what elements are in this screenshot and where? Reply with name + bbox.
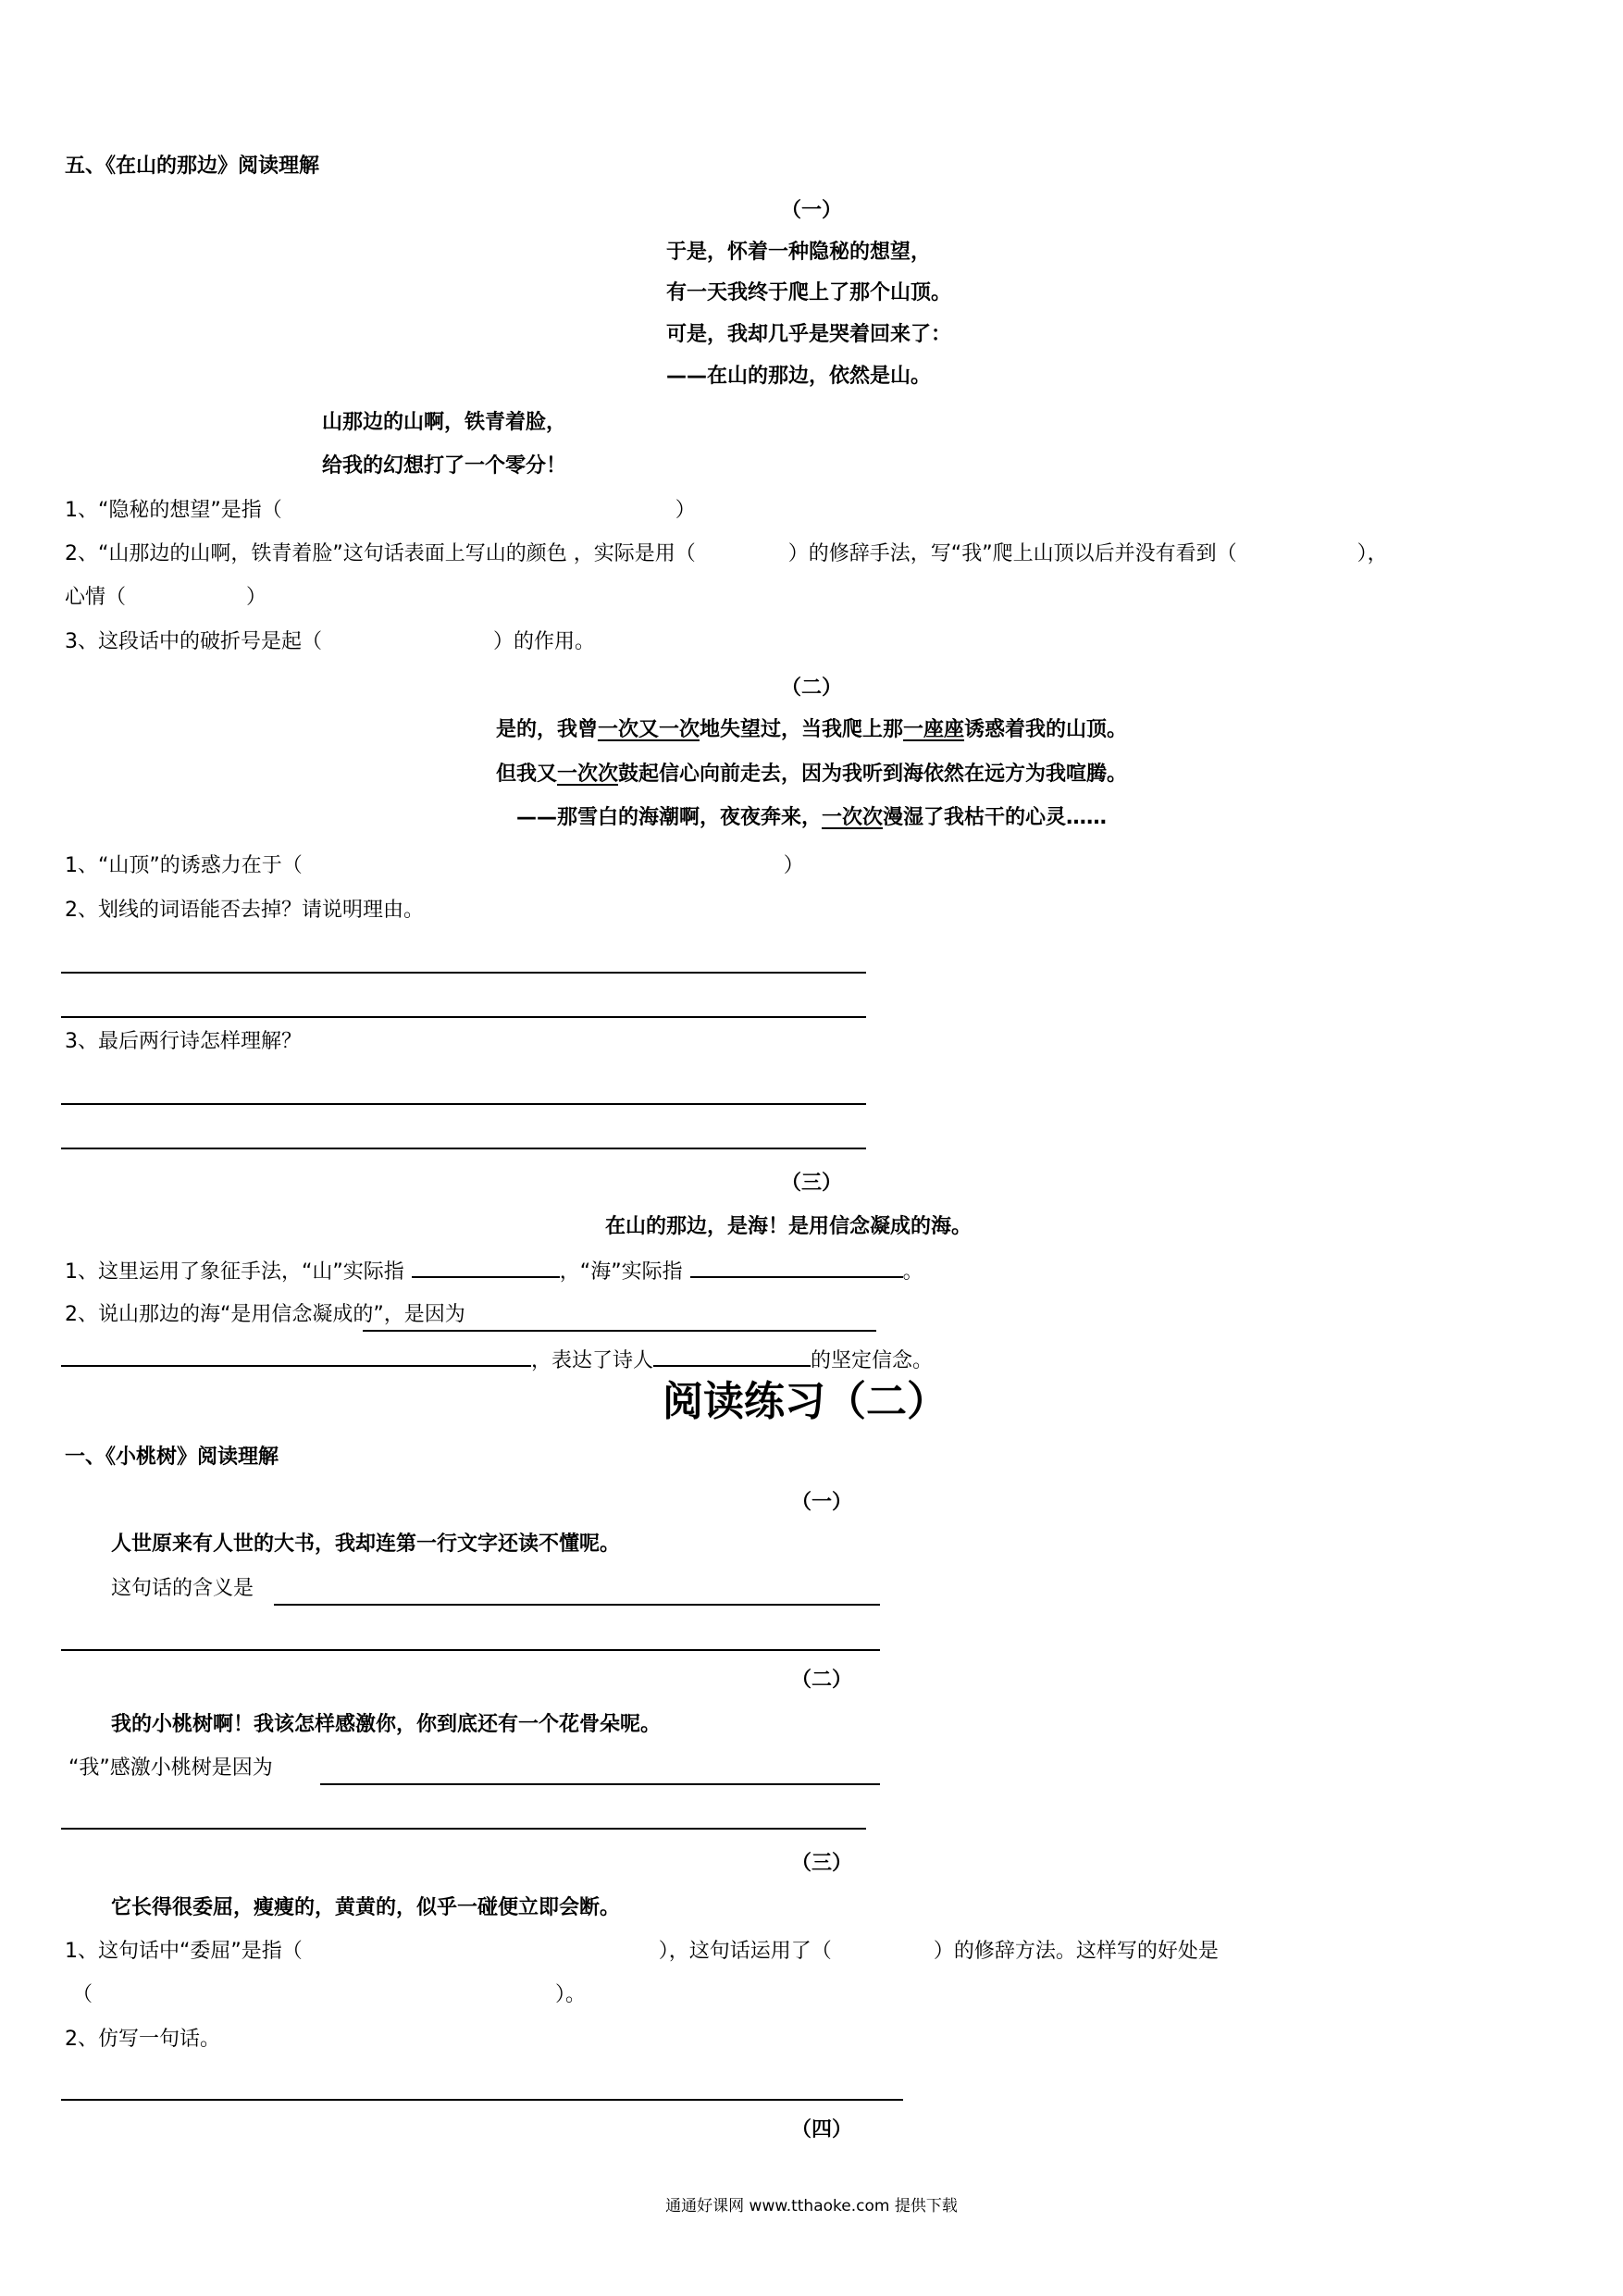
poem-line: 山那边的山啊，铁青着脸， (322, 411, 567, 434)
section-title: 一、《小桃树》阅读理解 (65, 1446, 279, 1469)
answer-line[interactable] (61, 2099, 903, 2101)
answer-line[interactable] (320, 1783, 880, 1785)
answer-line[interactable] (61, 1016, 866, 1018)
question: 2、“山那边的山啊，铁青着脸”这句话表面上写山的颜色 ，实际是用（ ）的修辞手法，写“我”爬上山顶以后并没有看到（ ）， (65, 542, 1388, 565)
question: 1、“山顶”的诱惑力在于（ ） (65, 854, 804, 877)
answer-line[interactable] (61, 1828, 866, 1830)
question: 1、“隐秘的想望”是指（ ） (65, 499, 696, 522)
passage-line: 它长得很委屈，瘦瘦的，黄黄的，似乎一碰便立即会断。 (111, 1896, 621, 1919)
question-cont: （ ）。 (72, 1983, 587, 2006)
poem-line: 但我又一次次鼓起信心向前走去，因为我听到海依然在远方为我喧腾。 (495, 763, 1128, 786)
part-label: （二） (780, 676, 842, 700)
question: 2、说山那边的海“是用信念凝成的”，是因为 (65, 1303, 465, 1326)
answer-line[interactable] (61, 1103, 866, 1105)
poem-line: 可是，我却几乎是哭着回来了： (666, 323, 952, 346)
question-cont: 心情（ ） (65, 586, 267, 609)
poem-line: 在山的那边，是海！是用信念凝成的海。 (605, 1215, 973, 1238)
poem-line: 是的，我曾一次又一次地失望过，当我爬上那一座座诱惑着我的山顶。 (495, 718, 1128, 741)
answer-line[interactable] (61, 1649, 880, 1651)
question: 3、这段话中的破折号是起（ ）的作用。 (65, 630, 596, 653)
part-label: （一） (780, 199, 842, 222)
part-label: （四） (791, 2118, 853, 2141)
passage-line: 我的小桃树啊！我该怎样感激你，你到底还有一个花骨朵呢。 (111, 1713, 662, 1736)
question: “我”感激小桃树是因为 (68, 1756, 273, 1780)
passage-line: 人世原来有人世的大书，我却连第一行文字还读不懂呢。 (111, 1533, 621, 1556)
page-heading: 阅读练习（二） (663, 1378, 948, 1425)
part-label: （二） (791, 1669, 853, 1692)
poem-line: 于是，怀着一种隐秘的想望， (666, 241, 932, 264)
part-label: （一） (791, 1491, 853, 1514)
question: 2、仿写一句话。 (65, 2028, 220, 2051)
question: 3、最后两行诗怎样理解？ (65, 1030, 302, 1053)
question: 1、这里运用了象征手法，“山”实际指 ，“海”实际指 。 (65, 1258, 923, 1285)
poem-line: ——那雪白的海潮啊，夜夜奔来，一次次漫湿了我枯干的心灵…… (515, 806, 1108, 829)
answer-line[interactable] (61, 972, 866, 974)
answer-line[interactable] (274, 1604, 880, 1606)
part-label: （三） (791, 1852, 853, 1875)
answer-line[interactable] (61, 1148, 866, 1149)
poem-line: 有一天我终于爬上了那个山顶。 (666, 281, 952, 304)
poem-line: ——在山的那边，依然是山。 (666, 365, 932, 388)
question: 2、划线的词语能否去掉？请说明理由。 (65, 899, 424, 922)
answer-line[interactable] (363, 1330, 876, 1332)
part-label: （三） (780, 1172, 842, 1195)
page-footer: 通通好课网 www.tthaoke.com 提供下载 (665, 2197, 958, 2215)
section-title: 五、《在山的那边》阅读理解 (65, 155, 320, 178)
question-cont: ，表达了诗人 的坚定信念。 (61, 1347, 933, 1374)
question: 1、这句话中“委屈”是指（ ），这句话运用了（ ）的修辞方法。这样写的好处是 (65, 1940, 1219, 1963)
poem-line: 给我的幻想打了一个零分！ (322, 454, 567, 478)
question: 这句话的含义是 (111, 1577, 254, 1600)
